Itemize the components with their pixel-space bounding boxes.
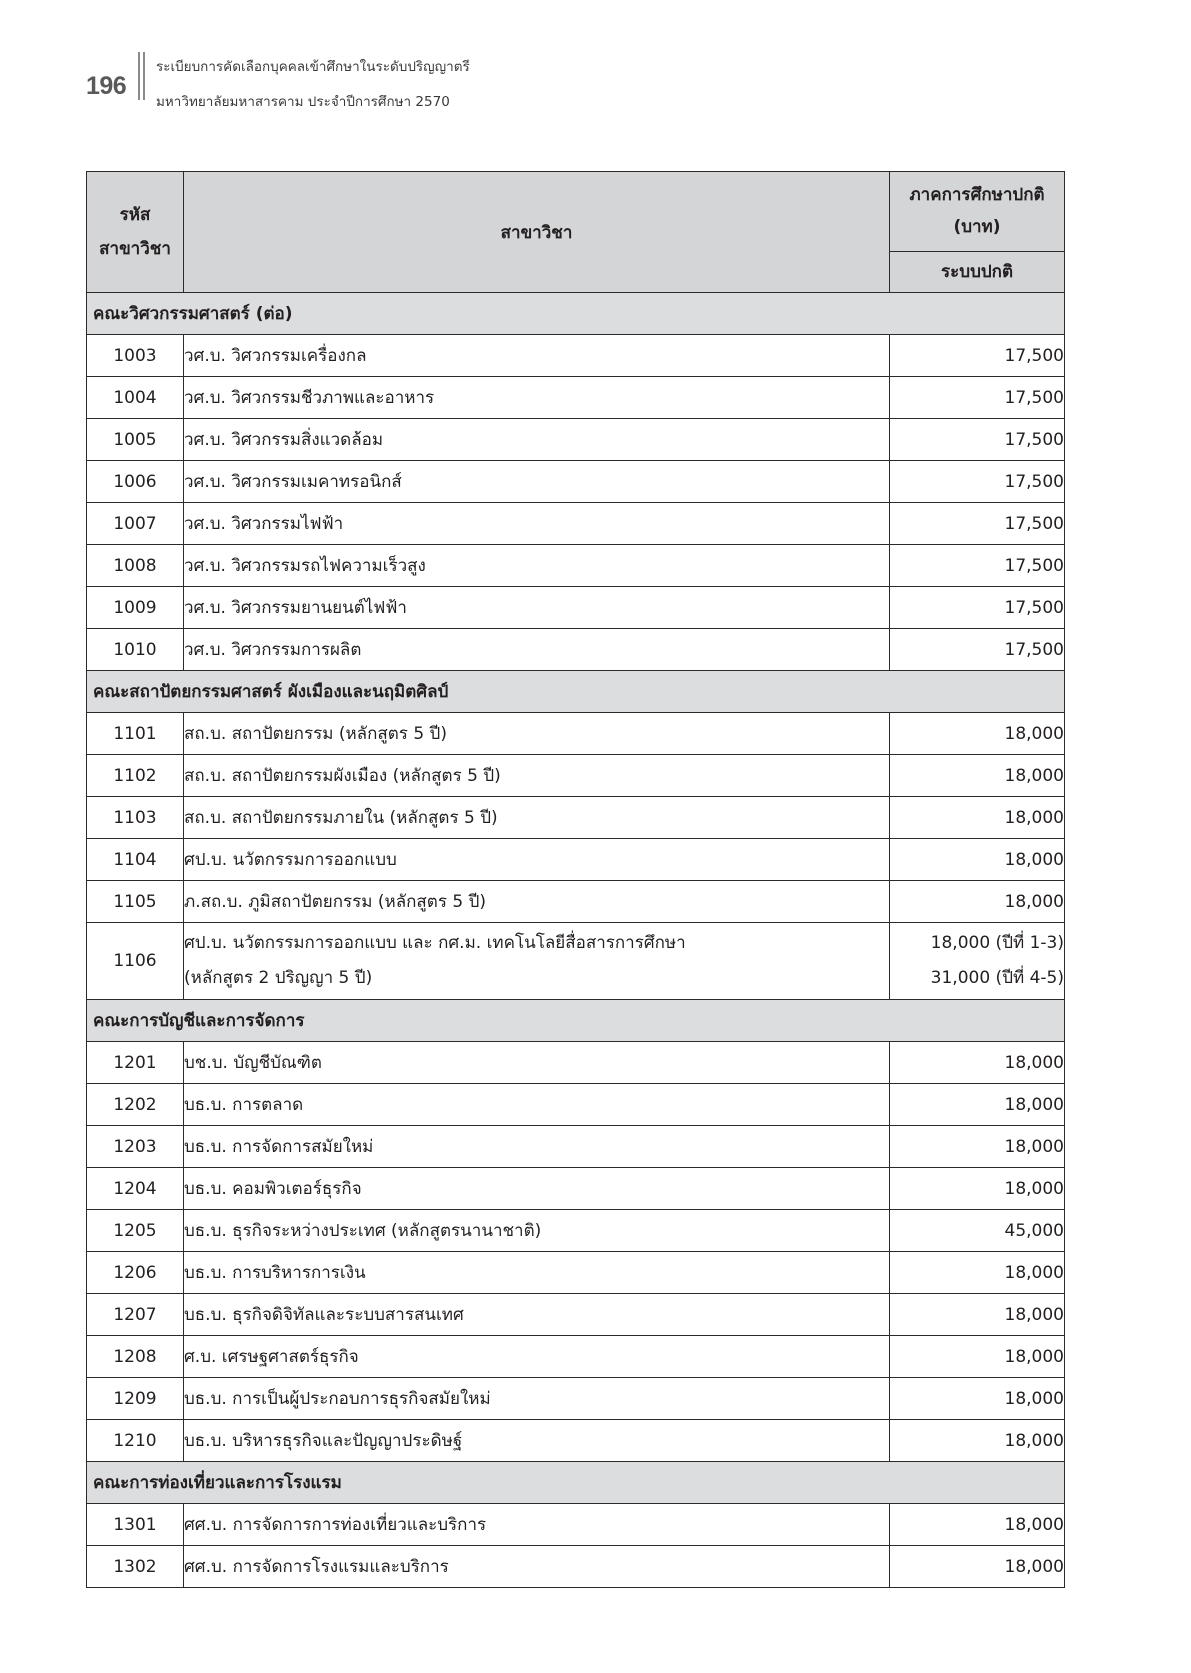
program-fee-line-2: 31,000 (ปีที่ 4-5) xyxy=(930,968,1064,988)
program-code: 1006 xyxy=(87,461,184,503)
program-fee: 18,000 xyxy=(890,1420,1065,1462)
table-row xyxy=(87,1336,1065,1378)
faculty-row xyxy=(87,1462,1065,1504)
table-row xyxy=(87,1126,1065,1168)
program-fee: 18,000 xyxy=(890,1504,1065,1546)
program-code: 1007 xyxy=(87,503,184,545)
table-row xyxy=(87,1420,1065,1462)
program-name xyxy=(184,923,890,1000)
program-fee: 18,000 xyxy=(890,1294,1065,1336)
program-code: 1005 xyxy=(87,419,184,461)
program-fee-line-1: 18,000 (ปีที่ 1-3) xyxy=(930,933,1064,953)
program-fee: 18,000 xyxy=(890,713,1065,755)
program-name: วศ.บ. วิศวกรรมชีวภาพและอาหาร xyxy=(184,377,890,419)
program-code: 1205 xyxy=(87,1210,184,1252)
program-code: 1206 xyxy=(87,1252,184,1294)
faculty-title: คณะการท่องเที่ยวและการโรงแรม xyxy=(87,1462,1065,1504)
program-name: บช.บ. บัญชีบัณฑิต xyxy=(184,1042,890,1084)
program-name: วศ.บ. วิศวกรรมยานยนต์ไฟฟ้า xyxy=(184,587,890,629)
program-code: 1106 xyxy=(87,923,184,1000)
table-row xyxy=(87,377,1065,419)
table-row xyxy=(87,587,1065,629)
program-name-line-1: ศป.บ. นวัตกรรมการออกแบบ และ กศ.ม. เทคโนโลยีสื่อสารการศึกษา xyxy=(184,933,686,953)
program-name: บธ.บ. ธุรกิจดิจิทัลและระบบสารสนเทศ xyxy=(184,1294,890,1336)
program-code: 1204 xyxy=(87,1168,184,1210)
table-row xyxy=(87,881,1065,923)
program-name: บธ.บ. บริหารธุรกิจและปัญญาประดิษฐ์ xyxy=(184,1420,890,1462)
table-row xyxy=(87,1378,1065,1420)
table-row xyxy=(87,503,1065,545)
program-code: 1201 xyxy=(87,1042,184,1084)
faculty-row xyxy=(87,1000,1065,1042)
program-name: วศ.บ. วิศวกรรมการผลิต xyxy=(184,629,890,671)
header-program: สาขาวิชา xyxy=(184,172,890,293)
program-fee: 18,000 xyxy=(890,1168,1065,1210)
header-regular-system: ระบบปกติ xyxy=(890,251,1065,292)
program-code: 1009 xyxy=(87,587,184,629)
table-row xyxy=(87,335,1065,377)
table-row xyxy=(87,1042,1065,1084)
table-row xyxy=(87,545,1065,587)
program-fee: 18,000 xyxy=(890,1252,1065,1294)
program-fee: 18,000 xyxy=(890,1378,1065,1420)
header-code-line-1: รหัส xyxy=(119,205,151,225)
program-name: สถ.บ. สถาปัตยกรรมภายใน (หลักสูตร 5 ปี) xyxy=(184,797,890,839)
program-fee xyxy=(890,923,1065,1000)
program-fee: 18,000 xyxy=(890,797,1065,839)
running-header-line-2: มหาวิทยาลัยมหาสารคาม ประจำปีการศึกษา 2570 xyxy=(156,94,450,110)
header-divider xyxy=(138,52,140,100)
table-row xyxy=(87,1546,1065,1588)
faculty-row xyxy=(87,671,1065,713)
program-fee: 18,000 xyxy=(890,1336,1065,1378)
header-regular-term-line-1: ภาคการศึกษาปกติ xyxy=(909,185,1045,206)
program-code: 1010 xyxy=(87,629,184,671)
table-row xyxy=(87,713,1065,755)
table-body xyxy=(87,293,1065,1588)
program-code: 1210 xyxy=(87,1420,184,1462)
program-name: สถ.บ. สถาปัตยกรรม (หลักสูตร 5 ปี) xyxy=(184,713,890,755)
running-header-line-1: ระเบียบการคัดเลือกบุคคลเข้าศึกษาในระดับปริญญาตรี xyxy=(156,59,470,75)
program-code: 1207 xyxy=(87,1294,184,1336)
program-fee: 18,000 xyxy=(890,839,1065,881)
table-row xyxy=(87,1294,1065,1336)
program-name: ศศ.บ. การจัดการการท่องเที่ยวและบริการ xyxy=(184,1504,890,1546)
table-row xyxy=(87,1252,1065,1294)
header-regular-term xyxy=(890,172,1065,252)
table-row xyxy=(87,419,1065,461)
header-code-line-2: สาขาวิชา xyxy=(99,239,171,259)
program-fee: 18,000 xyxy=(890,1126,1065,1168)
program-fee: 18,000 xyxy=(890,1546,1065,1588)
program-code: 1102 xyxy=(87,755,184,797)
program-name: บธ.บ. คอมพิวเตอร์ธุรกิจ xyxy=(184,1168,890,1210)
faculty-row xyxy=(87,293,1065,335)
program-code: 1301 xyxy=(87,1504,184,1546)
table-row xyxy=(87,839,1065,881)
program-code: 1104 xyxy=(87,839,184,881)
program-name: วศ.บ. วิศวกรรมเครื่องกล xyxy=(184,335,890,377)
program-code: 1101 xyxy=(87,713,184,755)
table-row xyxy=(87,923,1065,1000)
program-code: 1202 xyxy=(87,1084,184,1126)
header-regular-term-line-2: (บาท) xyxy=(953,217,1001,238)
program-name: วศ.บ. วิศวกรรมเมคาทรอนิกส์ xyxy=(184,461,890,503)
header-divider xyxy=(143,52,145,100)
program-fee: 17,500 xyxy=(890,503,1065,545)
program-code: 1209 xyxy=(87,1378,184,1420)
program-name: วศ.บ. วิศวกรรมรถไฟความเร็วสูง xyxy=(184,545,890,587)
program-code: 1003 xyxy=(87,335,184,377)
faculty-title: คณะสถาปัตยกรรมศาสตร์ ผังเมืองและนฤมิตศิลป์ xyxy=(87,671,1065,713)
running-header xyxy=(156,55,470,112)
program-name-line-2: (หลักสูตร 2 ปริญญา 5 ปี) xyxy=(184,968,373,988)
program-code: 1302 xyxy=(87,1546,184,1588)
program-code: 1105 xyxy=(87,881,184,923)
program-code: 1008 xyxy=(87,545,184,587)
program-fee: 17,500 xyxy=(890,587,1065,629)
program-name: ศ.บ. เศรษฐศาสตร์ธุรกิจ xyxy=(184,1336,890,1378)
program-name: บธ.บ. ธุรกิจระหว่างประเทศ (หลักสูตรนานาชาติ) xyxy=(184,1210,890,1252)
program-fee: 17,500 xyxy=(890,461,1065,503)
program-code: 1208 xyxy=(87,1336,184,1378)
table-header xyxy=(87,172,1065,293)
program-name: วศ.บ. วิศวกรรมไฟฟ้า xyxy=(184,503,890,545)
program-fee: 18,000 xyxy=(890,755,1065,797)
table-row xyxy=(87,755,1065,797)
program-name: ศป.บ. นวัตกรรมการออกแบบ xyxy=(184,839,890,881)
program-fee: 17,500 xyxy=(890,629,1065,671)
program-fee: 18,000 xyxy=(890,1084,1065,1126)
table-row xyxy=(87,461,1065,503)
program-code: 1203 xyxy=(87,1126,184,1168)
program-name: บธ.บ. การตลาด xyxy=(184,1084,890,1126)
program-fee: 17,500 xyxy=(890,335,1065,377)
faculty-title: คณะวิศวกรรมศาสตร์ (ต่อ) xyxy=(87,293,1065,335)
faculty-title: คณะการบัญชีและการจัดการ xyxy=(87,1000,1065,1042)
table-row xyxy=(87,629,1065,671)
program-fee: 18,000 xyxy=(890,1042,1065,1084)
program-name: บธ.บ. การบริหารการเงิน xyxy=(184,1252,890,1294)
table-row xyxy=(87,1168,1065,1210)
program-fee: 45,000 xyxy=(890,1210,1065,1252)
program-name: วศ.บ. วิศวกรรมสิ่งแวดล้อม xyxy=(184,419,890,461)
program-fee: 18,000 xyxy=(890,881,1065,923)
tuition-fee-table xyxy=(86,171,1065,1588)
program-fee: 17,500 xyxy=(890,419,1065,461)
program-code: 1004 xyxy=(87,377,184,419)
program-name: ศศ.บ. การจัดการโรงแรมและบริการ xyxy=(184,1546,890,1588)
table-row xyxy=(87,1210,1065,1252)
program-name: ภ.สถ.บ. ภูมิสถาปัตยกรรม (หลักสูตร 5 ปี) xyxy=(184,881,890,923)
program-fee: 17,500 xyxy=(890,377,1065,419)
program-code: 1103 xyxy=(87,797,184,839)
table-row xyxy=(87,797,1065,839)
page-number: 196 xyxy=(86,72,127,100)
program-name: บธ.บ. การเป็นผู้ประกอบการธุรกิจสมัยใหม่ xyxy=(184,1378,890,1420)
table-row xyxy=(87,1504,1065,1546)
program-name: บธ.บ. การจัดการสมัยใหม่ xyxy=(184,1126,890,1168)
header-code xyxy=(87,172,184,293)
program-name: สถ.บ. สถาปัตยกรรมผังเมือง (หลักสูตร 5 ปี) xyxy=(184,755,890,797)
table-row xyxy=(87,1084,1065,1126)
program-fee: 17,500 xyxy=(890,545,1065,587)
